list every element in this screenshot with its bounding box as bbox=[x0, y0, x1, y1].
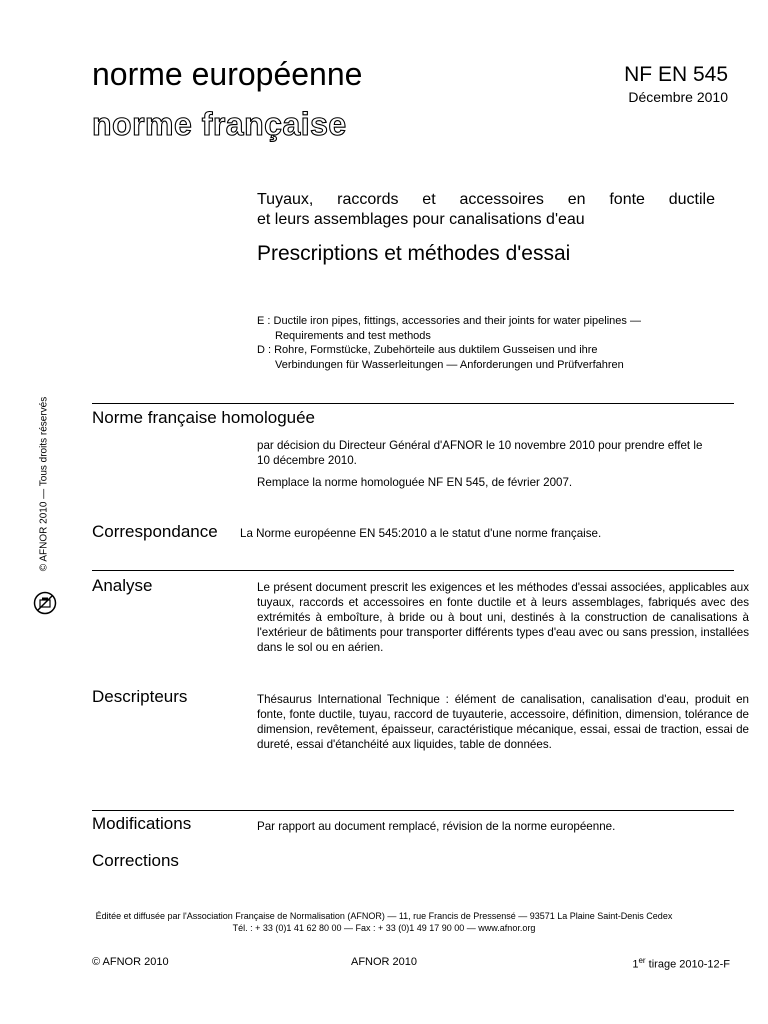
analyse-heading: Analyse bbox=[92, 576, 153, 595]
section-divider bbox=[92, 810, 734, 811]
correspondance-heading: Correspondance bbox=[92, 522, 218, 541]
correspondance-text: La Norme européenne EN 545:2010 a le statut d'une norme française. bbox=[240, 527, 602, 540]
title-european: norme européenne bbox=[92, 56, 363, 92]
corrections-heading: Corrections bbox=[92, 851, 179, 870]
print-run-number: 1 bbox=[632, 958, 639, 971]
standard-reference: NF EN 545 bbox=[624, 63, 728, 86]
publication-date: Décembre 2010 bbox=[628, 89, 728, 105]
subject-line-1: Tuyaux, raccords et accessoires en fonte ductile bbox=[257, 191, 715, 208]
no-photocopy-icon bbox=[33, 591, 57, 615]
publisher-info: Éditée et diffusée par l'Association Française de Normalisation (AFNOR) — 11, rue Francis de Pressensé — 93571 La Plaine Saint-Denis Cedex bbox=[95, 911, 673, 921]
footer-center: AFNOR 2010 bbox=[350, 956, 418, 968]
homologation-replaces: Remplace la norme homologuée NF EN 545, de février 2007. bbox=[257, 476, 573, 489]
section-divider bbox=[92, 403, 734, 404]
english-title-line-2: Requirements and test methods bbox=[275, 330, 431, 342]
print-run bbox=[632, 956, 730, 971]
modifications-text: Par rapport au document remplacé, révision de la norme européenne. bbox=[257, 820, 616, 833]
analyse-text: Le présent document prescrit les exigences et les méthodes d'essai associées, applicables aux tuyaux, raccords et accessoires en fonte ductile et à leurs assemblages, fabriqués avec des extrémités à emboîture, à bride ou à bout uni, destinés à la construction de canalisations à l'extérieur de bâtiments pour transporter différents types d'eau avec ou sans pression, installées dans le sol ou en aérien. bbox=[257, 581, 749, 654]
subject-line-2: et leurs assemblages pour canalisations d'eau bbox=[257, 211, 585, 228]
footer-copyright: © AFNOR 2010 bbox=[92, 956, 169, 968]
section-divider bbox=[92, 570, 734, 571]
german-title-line-1: D : Rohre, Formstücke, Zubehörteile aus duktilem Gusseisen und ihre bbox=[257, 344, 598, 356]
contact-info: Tél. : + 33 (0)1 41 62 80 00 — Fax : + 33 (0)1 49 17 90 00 — www.afnor.org bbox=[232, 923, 536, 933]
print-run-superscript: er bbox=[638, 956, 646, 965]
subject-subtitle: Prescriptions et méthodes d'essai bbox=[257, 242, 571, 265]
homologation-heading: Norme française homologuée bbox=[92, 408, 316, 427]
homologation-decision-line-1: par décision du Directeur Général d'AFNOR le 10 novembre 2010 pour prendre effet le bbox=[257, 439, 703, 452]
rights-reserved-vertical: © AFNOR 2010 — Tous droits réservés bbox=[38, 396, 50, 572]
descripteurs-text: Thésaurus International Technique : élément de canalisation, canalisation d'eau, produit en fonte, fonte ductile, tuyau, raccord de tuyauterie, accessoire, définition, dimension, tolérance de dimension, revêtement, épaisseur, caractéristique mécanique, essai, essai de traction, essai de dureté, essai d'étanchéité aux liquides, table de données. bbox=[257, 693, 749, 751]
homologation-decision-line-2: 10 décembre 2010. bbox=[257, 454, 357, 467]
german-title-line-2: Verbindungen für Wasserleitungen — Anforderungen und Prüfverfahren bbox=[275, 359, 624, 371]
modifications-heading: Modifications bbox=[92, 814, 192, 833]
english-title-line-1: E : Ductile iron pipes, fittings, accessories and their joints for water pipelines — bbox=[257, 315, 641, 327]
descripteurs-heading: Descripteurs bbox=[92, 687, 188, 706]
title-french: norme française bbox=[92, 106, 347, 142]
print-run-text: tirage 2010-12-F bbox=[645, 958, 730, 971]
